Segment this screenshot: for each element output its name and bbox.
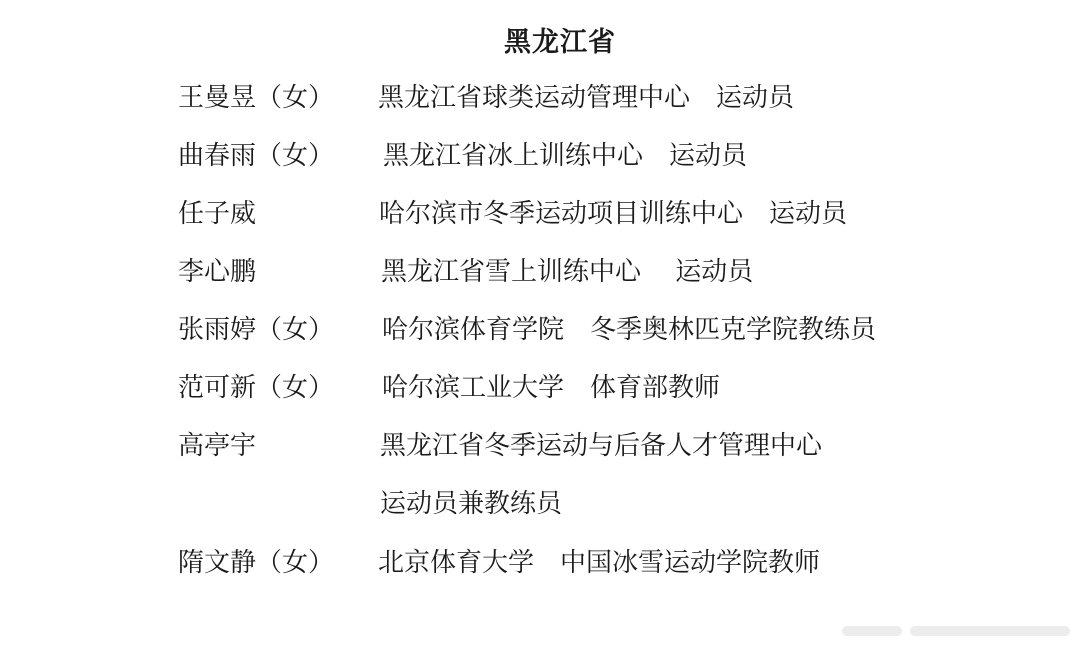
entry-detail: 黑龙江省雪上训练中心 运动员	[381, 257, 754, 287]
list-item	[0, 136, 1080, 176]
entry-name: 曲春雨（女）	[178, 141, 335, 171]
document-title: 黑龙江省	[504, 27, 616, 58]
entry-name: 隋文静（女）	[178, 548, 335, 578]
list-item	[0, 368, 1080, 408]
entry-detail: 黑龙江省冰上训练中心 运动员	[383, 141, 748, 171]
entry-name: 李心鹏	[178, 257, 257, 287]
entry-detail: 哈尔滨工业大学 体育部教师	[382, 373, 721, 403]
watermark-mark	[910, 626, 1070, 636]
entry-name: 王曼昱（女）	[178, 83, 335, 113]
entry-detail: 黑龙江省球类运动管理中心 运动员	[378, 83, 795, 113]
entry-name: 范可新（女）	[178, 373, 335, 403]
list-item	[0, 252, 1080, 292]
list-item	[0, 426, 1080, 466]
list-item	[0, 194, 1080, 234]
watermark	[842, 616, 1072, 642]
entry-detail: 哈尔滨体育学院 冬季奥林匹克学院教练员	[382, 315, 877, 345]
entry-detail: 运动员兼教练员	[380, 489, 563, 519]
list-item	[0, 310, 1080, 350]
list-item	[0, 78, 1080, 118]
list-item	[0, 543, 1080, 583]
watermark-mark	[842, 626, 902, 636]
entry-name: 张雨婷（女）	[178, 315, 335, 345]
entry-name: 高亭宇	[178, 431, 257, 461]
entry-detail: 黑龙江省冬季运动与后备人才管理中心	[380, 431, 823, 461]
entry-detail: 北京体育大学 中国冰雪运动学院教师	[378, 548, 821, 578]
entry-name: 任子威	[178, 199, 257, 229]
list-item	[0, 484, 1080, 524]
entry-detail: 哈尔滨市冬季运动项目训练中心 运动员	[379, 199, 848, 229]
